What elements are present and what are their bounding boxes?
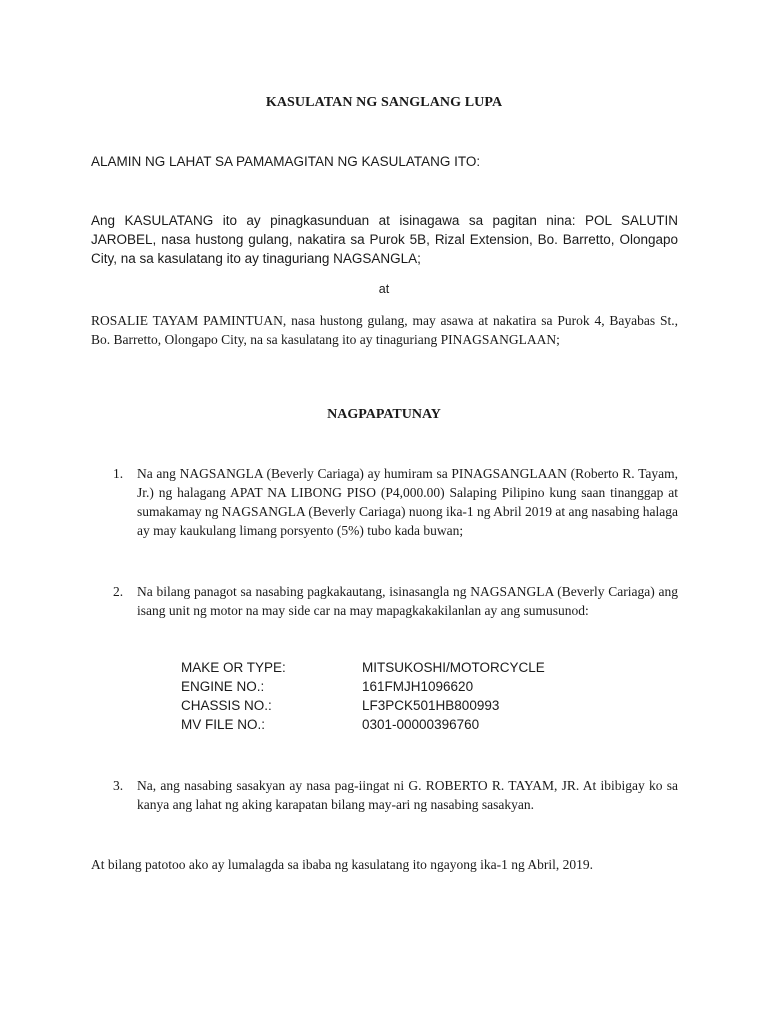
spec-label: MV FILE NO.: (181, 717, 266, 732)
item-number: 2. (113, 584, 124, 599)
spec-value: 0301-00000396760 (362, 717, 480, 732)
item-text: Na ang NAGSANGLA (Beverly Cariaga) ay humiram sa PINAGSANGLAAN (Roberto R. Tayam, Jr.) ng halagang APAT NA LIBONG PISO (P4,000.00) Salaping Pilipino kung saan tinanggap at sumakamay ng NAGSANGLA (Beverly Cariaga) nuong ika-1 ng Abril 2019 at ang nasabing halaga ay may kaukulang limang porsyento (5%) tubo kada buwan; (137, 466, 679, 538)
item-number: 1. (113, 466, 124, 481)
section-heading: NAGPAPATUNAY (327, 407, 441, 422)
spec-value: MITSUKOSHI/MOTORCYCLE (362, 660, 545, 675)
spec-row (181, 696, 545, 715)
party-one-paragraph: Ang KASULATANG ito ay pinagkasunduan at isinagawa sa pagitan nina: POL SALUTIN JAROBEL, nasa hustong gulang, nakatira sa Purok 5B, Rizal Extension, Bo. Barretto, Olongapo City, na sa kasulatang ito ay tinaguriang NAGSANGLA; (91, 213, 678, 266)
spec-label: CHASSIS NO.: (181, 698, 272, 713)
spec-row (181, 715, 545, 734)
spec-value: LF3PCK501HB800993 (362, 698, 500, 713)
spec-value: 161FMJH1096620 (362, 679, 474, 694)
spec-label: ENGINE NO.: (181, 679, 265, 694)
list-item (113, 776, 678, 814)
list-item (113, 582, 678, 620)
item-number: 3. (113, 778, 124, 793)
party-two-paragraph: ROSALIE TAYAM PAMINTUAN, nasa hustong gulang, may asawa at nakatira sa Purok 4, Bayabas St., Bo. Barretto, Olongapo City, na sa kasulatang ito ay tinaguriang PINAGSANGLAAN; (91, 313, 678, 347)
item-text: Na, ang nasabing sasakyan ay nasa pag-iingat ni G. ROBERTO R. TAYAM, JR. At ibibigay ko sa kanya ang lahat ng aking karapatan bilang may-ari ng nasabing sasakyan. (137, 778, 678, 812)
list-item (113, 464, 678, 540)
item-text: Na bilang panagot sa nasabing pagkakautang, isinasangla ng NAGSANGLA (Beverly Cariaga) ang isang unit ng motor na may side car na may mapagkakakilanlan ay ang sumusunod: (137, 584, 678, 618)
spec-label: MAKE OR TYPE: (181, 660, 286, 675)
preamble: ALAMIN NG LAHAT SA PAMAMAGITAN NG KASULATANG ITO: (91, 154, 481, 169)
connector-at: at (378, 282, 390, 296)
spec-row (181, 677, 545, 696)
vehicle-specs (181, 658, 545, 734)
spec-row (181, 658, 545, 677)
closing-statement: At bilang patotoo ako ay lumalagda sa ibaba ng kasulatang ito ngayong ika-1 ng Abril, 2019. (91, 857, 594, 872)
document-title: KASULATAN NG SANGLANG LUPA (265, 95, 503, 110)
